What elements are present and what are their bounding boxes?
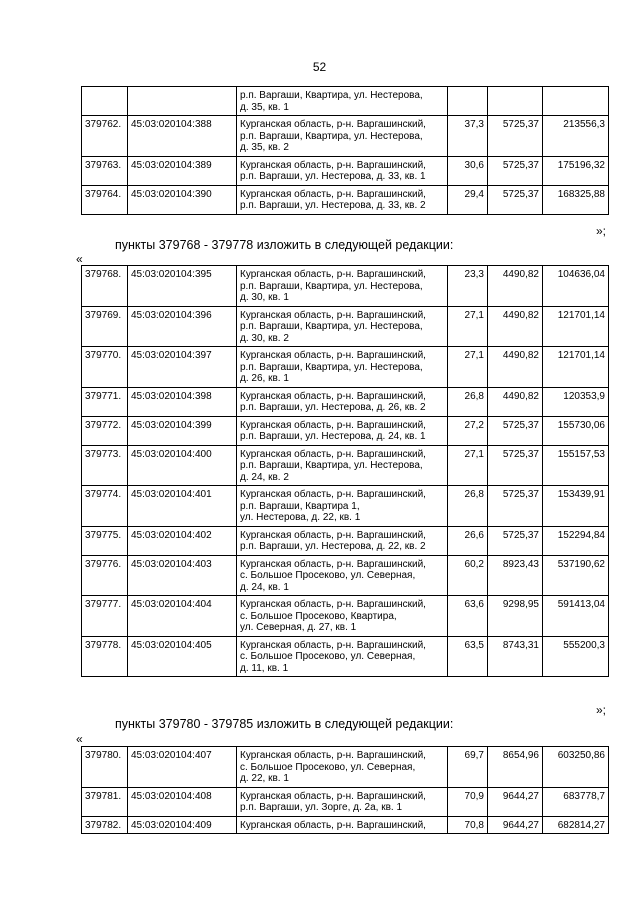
address-line: Курганская область, р-н. Варгашинский, [240, 790, 426, 802]
row-number-cell: 379764. [82, 185, 128, 214]
address-line: р.п. Варгаши, Квартира, ул. Нестерова, [240, 321, 423, 332]
unit-price-cell: 5725,37 [488, 486, 543, 527]
cadastral-number-cell: 45:03:020104:402 [128, 526, 237, 555]
address-cell [237, 787, 448, 816]
table-row [82, 555, 609, 596]
area-cell: 63,5 [448, 636, 488, 677]
unit-price-cell [488, 87, 543, 116]
row-number-cell: 379774. [82, 486, 128, 527]
row-number-cell: 379775. [82, 526, 128, 555]
unit-price-cell: 9644,27 [488, 816, 543, 834]
area-cell: 69,7 [448, 747, 488, 788]
address-cell [237, 526, 448, 555]
address-line: Курганская область, р-н. Варгашинский, [240, 419, 426, 431]
address-line: р.п. Варгаши, ул. Нестерова, д. 22, кв. 2 [240, 541, 426, 552]
unit-price-cell: 9644,27 [488, 787, 543, 816]
area-cell: 37,3 [448, 116, 488, 157]
registry-table-1 [81, 86, 609, 215]
cadastral-number-cell: 45:03:020104:400 [128, 445, 237, 486]
area-cell: 27,1 [448, 306, 488, 347]
table-row [82, 156, 609, 185]
row-number-cell [82, 87, 128, 116]
opening-quote: « [76, 252, 83, 266]
cadastral-value-cell: 121701,14 [543, 306, 609, 347]
area-cell: 26,8 [448, 486, 488, 527]
address-line: с. Большое Просеково, ул. Северная, [240, 570, 416, 581]
unit-price-cell: 8743,31 [488, 636, 543, 677]
cadastral-number-cell: 45:03:020104:389 [128, 156, 237, 185]
cadastral-value-cell: 591413,04 [543, 596, 609, 637]
cadastral-number-cell: 45:03:020104:403 [128, 555, 237, 596]
address-cell [237, 87, 448, 116]
registry-table-2 [81, 265, 609, 677]
row-number-cell: 379781. [82, 787, 128, 816]
area-cell: 63,6 [448, 596, 488, 637]
address-cell [237, 445, 448, 486]
address-line: р.п. Варгаши, Квартира 1, [240, 500, 360, 512]
address-line: Курганская область, р-н. Варгашинский, [240, 489, 426, 500]
area-cell: 27,1 [448, 347, 488, 388]
area-cell: 60,2 [448, 555, 488, 596]
section-intro-1: пункты 379768 - 379778 изложить в следующей редакции: [115, 238, 454, 252]
address-cell [237, 347, 448, 388]
address-cell [237, 387, 448, 416]
cadastral-number-cell: 45:03:020104:399 [128, 416, 237, 445]
address-cell [237, 816, 448, 834]
address-line: р.п. Варгаши, Квартира, ул. Нестерова, [240, 130, 423, 142]
address-line: с. Большое Просеково, ул. Северная, [240, 651, 416, 662]
cadastral-number-cell: 45:03:020104:398 [128, 387, 237, 416]
cadastral-value-cell: 682814,27 [543, 816, 609, 834]
cadastral-value-cell: 168325,88 [543, 185, 609, 214]
unit-price-cell: 5725,37 [488, 416, 543, 445]
row-number-cell: 379777. [82, 596, 128, 637]
address-line: р.п. Варгаши, ул. Нестерова, д. 33, кв. 1 [240, 171, 426, 182]
cadastral-number-cell: 45:03:020104:401 [128, 486, 237, 527]
address-line: д. 35, кв. 1 [240, 101, 289, 113]
section-intro-2: пункты 379780 - 379785 изложить в следующей редакции: [115, 717, 454, 731]
address-line: д. 30, кв. 1 [240, 292, 289, 303]
cadastral-value-cell: 121701,14 [543, 347, 609, 388]
cadastral-value-cell [543, 87, 609, 116]
unit-price-cell: 8923,43 [488, 555, 543, 596]
address-line: д. 26, кв. 1 [240, 373, 289, 384]
table-row [82, 416, 609, 445]
address-line: Курганская область, р-н. Варгашинский, [240, 350, 426, 361]
address-line: Курганская область, р-н. Варгашинский, [240, 159, 426, 171]
table-row [82, 347, 609, 388]
cadastral-value-cell: 175196,32 [543, 156, 609, 185]
cadastral-number-cell: 45:03:020104:409 [128, 816, 237, 834]
table-row [82, 747, 609, 788]
row-number-cell: 379769. [82, 306, 128, 347]
address-line: Курганская область, р-н. Варгашинский, [240, 119, 426, 130]
row-number-cell: 379772. [82, 416, 128, 445]
address-cell [237, 555, 448, 596]
cadastral-value-cell: 104636,04 [543, 266, 609, 307]
address-line: Курганская область, р-н. Варгашинский, [240, 639, 426, 651]
row-number-cell: 379762. [82, 116, 128, 157]
row-number-cell: 379776. [82, 555, 128, 596]
area-cell: 30,6 [448, 156, 488, 185]
unit-price-cell: 5725,37 [488, 526, 543, 555]
address-cell [237, 416, 448, 445]
cadastral-number-cell: 45:03:020104:407 [128, 747, 237, 788]
address-line: Курганская область, р-н. Варгашинский, [240, 269, 426, 280]
area-cell: 26,8 [448, 387, 488, 416]
cadastral-value-cell: 603250,86 [543, 747, 609, 788]
address-line: р.п. Варгаши, Квартира, ул. Нестерова, [240, 361, 423, 373]
row-number-cell: 379778. [82, 636, 128, 677]
address-line: Курганская область, р-н. Варгашинский, [240, 819, 426, 831]
cadastral-value-cell: 537190,62 [543, 555, 609, 596]
row-number-cell: 379770. [82, 347, 128, 388]
address-line: Курганская область, р-н. Варгашинский, [240, 448, 426, 460]
address-line: р.п. Варгаши, ул. Нестерова, д. 26, кв. 2 [240, 402, 426, 413]
address-line: д. 22, кв. 1 [240, 773, 289, 784]
unit-price-cell: 4490,82 [488, 387, 543, 416]
cadastral-number-cell: 45:03:020104:408 [128, 787, 237, 816]
table-row [82, 116, 609, 157]
cadastral-value-cell: 555200,3 [543, 636, 609, 677]
address-line: ул. Нестерова, д. 22, кв. 1 [240, 512, 361, 523]
address-line: с. Большое Просеково, ул. Северная, [240, 761, 416, 773]
table-row [82, 185, 609, 214]
table-row [82, 596, 609, 637]
address-cell [237, 596, 448, 637]
unit-price-cell: 4490,82 [488, 306, 543, 347]
address-line: Курганская область, р-н. Варгашинский, [240, 599, 426, 610]
registry-table-3 [81, 746, 609, 834]
address-cell [237, 636, 448, 677]
area-cell: 70,8 [448, 816, 488, 834]
area-cell: 23,3 [448, 266, 488, 307]
table-row [82, 526, 609, 555]
address-line: р.п. Варгаши, Квартира, ул. Нестерова, [240, 460, 423, 471]
cadastral-number-cell: 45:03:020104:395 [128, 266, 237, 307]
address-line: д. 11, кв. 1 [240, 662, 289, 674]
table-row [82, 387, 609, 416]
closing-quote: »; [596, 703, 607, 717]
unit-price-cell: 5725,37 [488, 116, 543, 157]
cadastral-value-cell: 155730,06 [543, 416, 609, 445]
page-number: 52 [312, 60, 327, 74]
address-line: Курганская область, р-н. Варгашинский, [240, 188, 426, 200]
table-row [82, 87, 609, 116]
address-line: р.п. Варгаши, Квартира, ул. Нестерова, [240, 280, 423, 292]
closing-quote: »; [596, 224, 607, 238]
address-cell [237, 116, 448, 157]
table-row [82, 266, 609, 307]
table-row [82, 486, 609, 527]
unit-price-cell: 4490,82 [488, 347, 543, 388]
row-number-cell: 379782. [82, 816, 128, 834]
address-cell [237, 486, 448, 527]
unit-price-cell: 5725,37 [488, 185, 543, 214]
area-cell: 27,1 [448, 445, 488, 486]
area-cell: 70,9 [448, 787, 488, 816]
cadastral-value-cell: 683778,7 [543, 787, 609, 816]
cadastral-value-cell: 120353,9 [543, 387, 609, 416]
row-number-cell: 379771. [82, 387, 128, 416]
row-number-cell: 379780. [82, 747, 128, 788]
area-cell [448, 87, 488, 116]
address-line: Курганская область, р-н. Варгашинский, [240, 529, 426, 541]
unit-price-cell: 5725,37 [488, 445, 543, 486]
area-cell: 27,2 [448, 416, 488, 445]
address-line: с. Большое Просеково, Квартира, [240, 610, 397, 622]
area-cell: 26,6 [448, 526, 488, 555]
row-number-cell: 379768. [82, 266, 128, 307]
address-line: д. 30, кв. 2 [240, 332, 289, 344]
address-line: р.п. Варгаши, ул. Нестерова, д. 33, кв. 2 [240, 200, 426, 211]
table-row [82, 306, 609, 347]
cadastral-number-cell [128, 87, 237, 116]
cadastral-number-cell: 45:03:020104:388 [128, 116, 237, 157]
address-cell [237, 156, 448, 185]
address-cell [237, 266, 448, 307]
table-row [82, 445, 609, 486]
table-row [82, 787, 609, 816]
cadastral-number-cell: 45:03:020104:405 [128, 636, 237, 677]
unit-price-cell: 4490,82 [488, 266, 543, 307]
opening-quote: « [76, 732, 83, 746]
cadastral-value-cell: 155157,53 [543, 445, 609, 486]
address-line: д. 24, кв. 2 [240, 471, 289, 483]
address-line: ул. Северная, д. 27, кв. 1 [240, 622, 357, 633]
area-cell: 29,4 [448, 185, 488, 214]
row-number-cell: 379773. [82, 445, 128, 486]
address-line: Курганская область, р-н. Варгашинский, [240, 750, 426, 761]
table-row [82, 636, 609, 677]
address-line: р.п. Варгаши, ул. Нестерова, д. 24, кв. 1 [240, 431, 426, 442]
row-number-cell: 379763. [82, 156, 128, 185]
unit-price-cell: 8654,96 [488, 747, 543, 788]
address-line: Курганская область, р-н. Варгашинский, [240, 558, 426, 570]
table-row [82, 816, 609, 834]
address-cell [237, 306, 448, 347]
cadastral-value-cell: 152294,84 [543, 526, 609, 555]
cadastral-value-cell: 213556,3 [543, 116, 609, 157]
unit-price-cell: 5725,37 [488, 156, 543, 185]
address-line: р.п. Варгаши, ул. Зорге, д. 2а, кв. 1 [240, 802, 403, 813]
cadastral-value-cell: 153439,91 [543, 486, 609, 527]
address-line: Курганская область, р-н. Варгашинский, [240, 309, 426, 321]
address-cell [237, 185, 448, 214]
cadastral-number-cell: 45:03:020104:390 [128, 185, 237, 214]
address-line: д. 24, кв. 1 [240, 581, 289, 593]
unit-price-cell: 9298,95 [488, 596, 543, 637]
address-line: д. 35, кв. 2 [240, 142, 289, 153]
cadastral-number-cell: 45:03:020104:404 [128, 596, 237, 637]
cadastral-number-cell: 45:03:020104:396 [128, 306, 237, 347]
address-cell [237, 747, 448, 788]
cadastral-number-cell: 45:03:020104:397 [128, 347, 237, 388]
address-line: Курганская область, р-н. Варгашинский, [240, 390, 426, 402]
address-line: р.п. Варгаши, Квартира, ул. Нестерова, [240, 90, 423, 101]
